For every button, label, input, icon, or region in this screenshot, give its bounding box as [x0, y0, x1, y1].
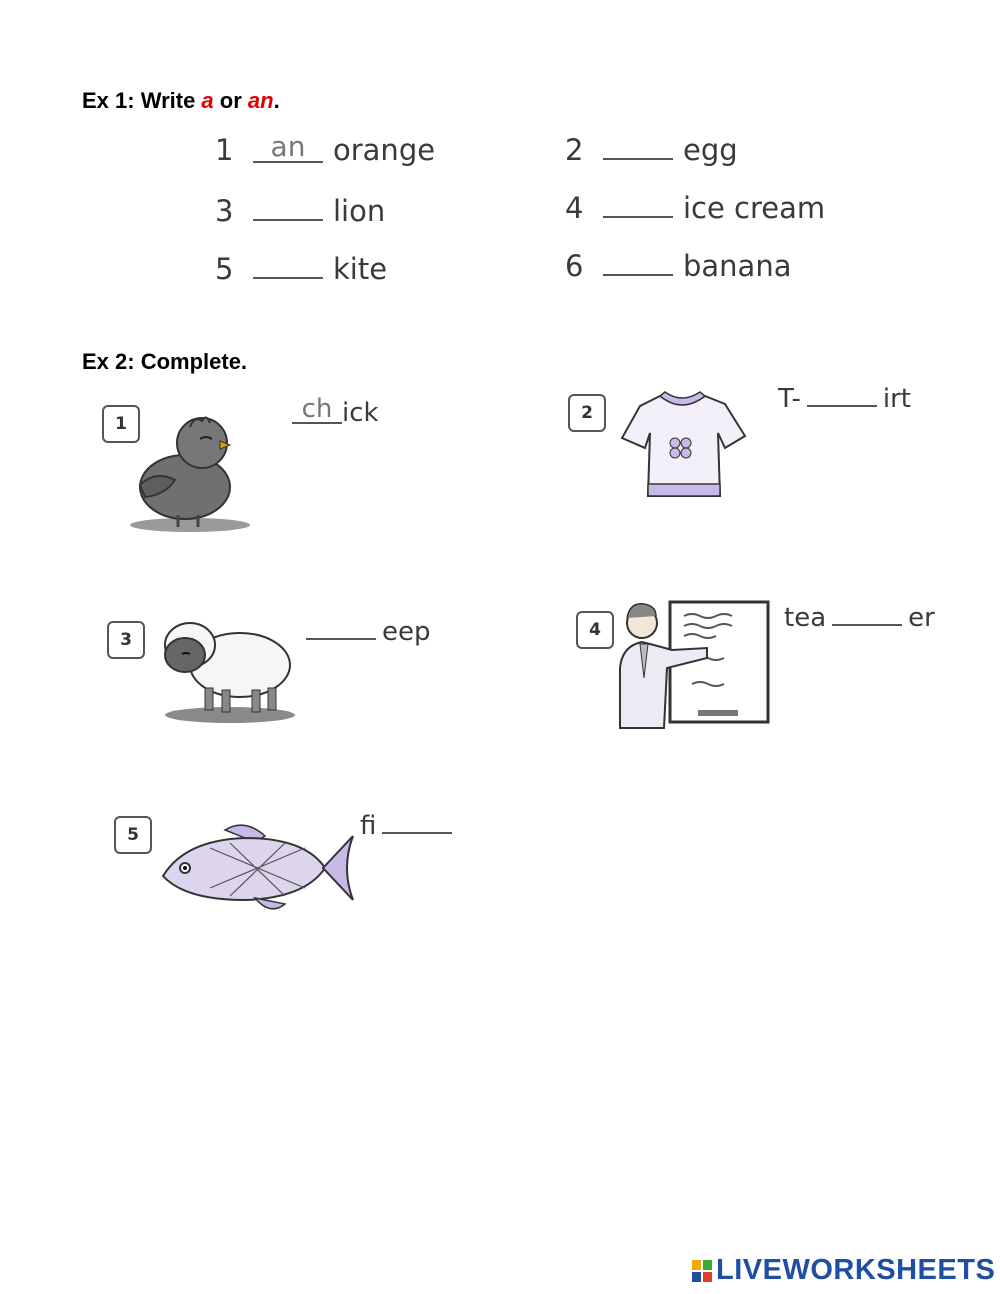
tshirt-icon [620, 388, 750, 503]
ex2-number-box-5: 5 [114, 816, 152, 854]
ex2-word-after: irt [882, 384, 911, 414]
chick-icon [130, 405, 255, 535]
ex1-answer-input[interactable] [603, 188, 673, 218]
ex1-item-word: egg [683, 133, 738, 167]
liveworksheets-logo [692, 1254, 995, 1287]
ex1-item-3 [215, 191, 385, 228]
ex2-word-after: ick [342, 398, 379, 428]
ex1-item-6 [565, 246, 791, 283]
ex1-item-number: 2 [565, 133, 584, 167]
ex2-word-4 [784, 600, 935, 633]
ex2-word-before: fi [360, 811, 377, 841]
teacher-icon [612, 598, 772, 730]
ex1-item-5 [215, 249, 387, 286]
ex1-item-number: 3 [215, 194, 234, 228]
ex2-answer-input[interactable] [292, 394, 342, 424]
ex2-number-box-1: 1 [102, 405, 140, 443]
ex1-answer-input[interactable] [603, 246, 673, 276]
ex1-item-number: 4 [565, 191, 584, 225]
ex2-answer-input[interactable] [807, 381, 877, 407]
ex1-item-word: orange [333, 133, 436, 167]
ex1-item-number: 6 [565, 249, 584, 283]
ex1-heading-end: . [273, 88, 280, 113]
ex1-item-number: 5 [215, 252, 234, 286]
ex1-answer-input[interactable] [253, 191, 323, 221]
ex1-answer-input[interactable] [603, 130, 673, 160]
ex1-item-1 [215, 130, 436, 167]
ex1-heading-an: an [247, 88, 274, 113]
ex1-item-word: banana [683, 249, 792, 283]
ex1-item-word: ice cream [683, 191, 826, 225]
ex1-item-word: lion [333, 194, 386, 228]
ex2-answer-input[interactable] [832, 600, 902, 626]
ex1-heading-or: or [213, 88, 248, 113]
logo-text: LIVEWORKSHEETS [716, 1254, 996, 1286]
ex2-answer-input[interactable] [382, 808, 452, 834]
ex1-item-number: 1 [215, 133, 234, 167]
ex2-answer-text: ch [301, 394, 333, 424]
ex2-heading: Ex 2: Complete. [82, 349, 248, 374]
ex1-item-4 [565, 188, 825, 225]
ex2-number-box-4: 4 [576, 611, 614, 649]
ex2-word-before: T- [778, 384, 801, 414]
ex1-answer-text: an [270, 130, 306, 163]
ex2-number-box-3: 3 [107, 621, 145, 659]
logo-mark-icon [692, 1260, 712, 1282]
ex2-word-1 [292, 394, 379, 428]
ex2-word-3 [300, 614, 431, 647]
ex1-heading-a: a [201, 88, 214, 113]
fish-icon [155, 818, 355, 918]
ex1-answer-input[interactable] [253, 249, 323, 279]
ex1-heading [82, 88, 280, 114]
ex1-answer-input[interactable] [253, 130, 323, 163]
ex1-item-2 [565, 130, 738, 167]
ex1-item-word: kite [333, 252, 388, 286]
ex1-heading-prefix: Ex 1: Write [82, 88, 202, 113]
ex2-word-2 [778, 381, 911, 414]
ex2-word-after: eep [382, 617, 431, 647]
ex2-word-5 [360, 808, 458, 841]
ex2-number-box-2: 2 [568, 394, 606, 432]
ex2-word-before: tea [784, 603, 827, 633]
ex2-word-after: er [908, 603, 935, 633]
ex2-answer-input[interactable] [306, 614, 376, 640]
sheep-icon [160, 610, 295, 725]
